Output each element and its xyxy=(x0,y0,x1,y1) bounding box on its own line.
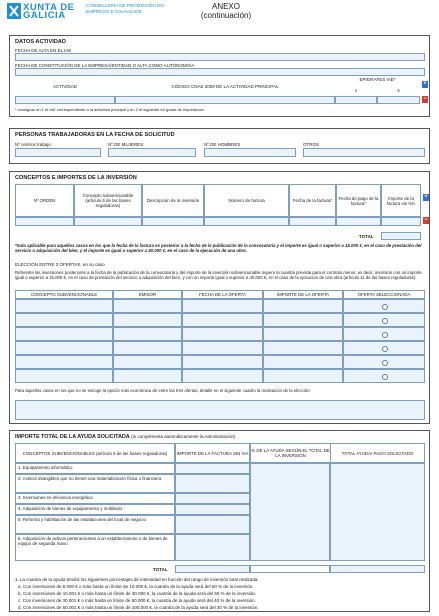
col-2: 2 xyxy=(397,88,400,93)
factura-field[interactable] xyxy=(204,217,289,226)
offer-cell[interactable] xyxy=(113,341,182,355)
offer-radio[interactable] xyxy=(382,332,388,338)
section-title: PERSONAS TRABAJADORAS EN LA FECHA DE SOLICITUD xyxy=(15,132,175,138)
offer-cell[interactable] xyxy=(263,369,343,383)
centros-label: Nº centros trabajo xyxy=(15,142,51,147)
offer-cell[interactable] xyxy=(182,313,263,327)
col-factura: Número de factura xyxy=(204,184,289,217)
importe-row-amount xyxy=(175,493,250,504)
offer-cell[interactable] xyxy=(263,355,343,369)
offer-select-cell xyxy=(343,369,425,383)
of-col-fecha: FECHA DE LA OFERTA xyxy=(182,290,263,299)
hombres-label: Nº DE HOMBRES xyxy=(204,142,241,147)
epigrafe-1-field[interactable] xyxy=(335,96,377,104)
section-title xyxy=(15,434,236,440)
offer-cell[interactable] xyxy=(263,313,343,327)
eleccion-text: Referente las inversiones posteriores a la fecha de la publicación de la convocatoria y del importe de la inversión subvencionable supere la cuantía prevista para el contrato menor, es decir, inversión con un importe igual o superior a 15.000 €, en el caso de prestación del servicio o adquisición del bien, y con un importe igual o superior a 40.000 €, en el caso de la ejecución de una obra (artículo 11 de las bases reguladoras): xyxy=(15,270,422,281)
importe-total-label: TOTAL xyxy=(153,567,168,572)
importe-row-amount xyxy=(175,504,250,515)
offer-radio[interactable] xyxy=(382,346,388,352)
actividad-field[interactable] xyxy=(15,96,115,104)
offer-cell[interactable] xyxy=(15,313,113,327)
add-row-button[interactable] xyxy=(422,81,428,88)
offer-cell[interactable] xyxy=(113,327,182,341)
offer-cell[interactable] xyxy=(113,355,182,369)
xunta-logo-icon xyxy=(7,3,21,19)
offer-cell[interactable] xyxy=(182,299,263,313)
importe-row-amount xyxy=(175,515,250,534)
epigrafe-2-field[interactable] xyxy=(377,96,420,104)
descripcion-field[interactable] xyxy=(142,217,204,226)
col-epigrafes: EPÍGRAFES IAE* xyxy=(359,77,396,82)
logo-subtitle: CONSELLERÍA DE PROMOCIÓN DO EMPREGO E IGUALDADE xyxy=(86,3,164,14)
offer-cell[interactable] xyxy=(15,327,113,341)
minus-icon: − xyxy=(423,96,427,102)
footnote-1: 1. La cuantía de la ayuda tendrá los siguientes porcentajes de intensidad en función del rango de inversión total realizada. xyxy=(15,577,259,582)
fecha-pago-field[interactable] xyxy=(336,217,381,226)
page-header xyxy=(0,0,439,26)
conceptos-section xyxy=(9,171,430,424)
imp-col-conceptos: CONCEPTOS SUBVENCIONABLES (artículo 6 de las bases reguladoras) xyxy=(15,443,175,463)
importe-row-label: 3. Inversiones en eficiencia energética xyxy=(15,493,175,504)
imp-col-total: TOTAL AYUDA/ PAGO SOLICITADO xyxy=(330,443,425,463)
remove-row-button[interactable] xyxy=(422,96,428,103)
col-fecha-pago: Fecha de pago de la factura* xyxy=(336,184,381,217)
ayuda-total-field xyxy=(330,565,425,573)
offer-cell[interactable] xyxy=(15,341,113,355)
offer-cell[interactable] xyxy=(15,355,113,369)
offer-cell[interactable] xyxy=(15,299,113,313)
total-field xyxy=(381,232,421,240)
importe-row-amount xyxy=(175,463,250,474)
col-orden: Nº ORDEN xyxy=(15,184,74,217)
importe-total-field xyxy=(175,565,250,573)
offer-select-cell xyxy=(343,355,425,369)
footnote-a: a. Con inversiones de 5.000 € o más hasta un límite de 10.000 €, la cuantía de la ayuda será del 60 % de la inversión. xyxy=(18,584,254,589)
annex-label: ANEXO xyxy=(211,2,240,11)
footnote-c: c. Con inversiones de 30.001 € o más hasta un límite de 50.000 €, la cuantía de la ayuda será del 40 % de la inversión. xyxy=(18,598,256,603)
cnae-field[interactable] xyxy=(115,96,335,104)
offer-cell[interactable] xyxy=(182,341,263,355)
footnote-b: b. Con inversiones de 10.001 € o más hasta un límite de 30.000 €, la cuantía de la ayuda será del 50 % de la inversión. xyxy=(18,591,257,596)
importe-row-amount xyxy=(175,534,250,561)
eleccion-title: ELECCIÓN ENTRE 3 OFERTAS, en su caso xyxy=(15,262,105,267)
imp-col-porcentaje: % DE LA AYUDA SEGÚN EL TOTAL DE LA INVERSIÓN xyxy=(250,443,330,463)
annex-title xyxy=(196,2,256,20)
plus-icon: + xyxy=(424,194,428,200)
importe-field[interactable] xyxy=(381,217,421,226)
offer-cell[interactable] xyxy=(15,369,113,383)
total-label: TOTAL xyxy=(359,234,374,239)
otros-label: OTROS xyxy=(303,142,320,147)
col-cnae: CÓDIGO CNAE 2009 DE LA ACTIVIDAD PRINCIPAL xyxy=(171,84,279,89)
offer-select-cell xyxy=(343,327,425,341)
importe-title-note: (lo cumplimenta automáticamente la Administración) xyxy=(131,434,236,439)
motivacion-text: Para aquellos casos en los que no se escoge la opción más económica de entre las tres ofertas, detalle en el siguiente cuadro la motivación de la elección: xyxy=(15,388,311,393)
importe-row-label: 6. Adquisición de activos pertenecientes a un establecimiento o de bienes de equipo de segunda mano xyxy=(15,534,175,561)
offer-cell[interactable] xyxy=(182,327,263,341)
porcentaje-cell xyxy=(250,463,330,561)
centros-field[interactable] xyxy=(15,148,101,157)
offer-cell[interactable] xyxy=(182,369,263,383)
of-col-emisor: EMISOR xyxy=(113,290,182,299)
offer-radio[interactable] xyxy=(382,304,388,310)
importe-title: IMPORTE TOTAL DE LA AYUDA SOLICITADA xyxy=(15,434,130,440)
importe-row-label: 5. Reforma y habilitación de las instalaciones del local de negocio xyxy=(15,515,175,534)
offer-select-cell xyxy=(343,313,425,327)
section-title: CONCEPTOS E IMPORTES DE LA INVERSIÓN xyxy=(15,175,137,181)
offer-cell[interactable] xyxy=(263,341,343,355)
importe-row-label: 4. Adquisición de bienes de equipamiento y mobiliario xyxy=(15,504,175,515)
remove-row-button[interactable] xyxy=(423,217,429,224)
offer-cell[interactable] xyxy=(113,313,182,327)
of-col-importe: IMPORTE DE LA OFERTA xyxy=(263,290,343,299)
section-title: DATOS ACTIVIDAD xyxy=(15,39,66,45)
hombres-field[interactable] xyxy=(204,148,296,157)
col-actividad: ACTIVIDAD xyxy=(52,84,77,89)
importe-section xyxy=(9,430,430,612)
col-fecha-factura: Fecha de la factura* xyxy=(289,184,336,217)
mujeres-field[interactable] xyxy=(108,148,196,157)
col-importe: Importe de la factura sin IVA xyxy=(381,184,421,217)
porcentaje-total-blank xyxy=(250,565,330,573)
offer-select-cell xyxy=(343,299,425,313)
alta-iae-field[interactable] xyxy=(15,53,425,61)
constitucion-label: FECHA DE CONSTITUCIÓN DE LA EMPRESA/ENTIDAD O ALTA COMO AUTÓNOMO/A xyxy=(15,63,195,68)
conceptos-note: *Solo aplicable para aquellos casos en los que la fecha de la factura es posterior a la fecha de la publicación de la convocatoria y el importe es igual o superior a 15.000 €, en el caso de prestación del servicio o adquisición del bien, y el importe es igual o superior a 40.000 €, en el caso de la ejecución de una obra. xyxy=(15,243,422,254)
plus-icon: + xyxy=(423,81,427,87)
otros-field[interactable] xyxy=(303,148,425,157)
of-col-seleccionada: OFERTA SELECCIONADA xyxy=(343,290,425,299)
offers-table xyxy=(15,299,425,383)
importe-row-label: 1. Equipamiento informático xyxy=(15,463,175,474)
datos-note: * consignar en 1 el IAE correspondiente a la actividad principal y en 2 el siguiente en grado de importancia xyxy=(15,107,204,112)
offer-cell[interactable] xyxy=(263,299,343,313)
footnote-d: d. Con inversiones de 50.001 € o más hasta un límite de 100.000 €, la cuantía de la ayuda será del 30 % de la inversión. xyxy=(18,605,259,610)
offer-select-cell xyxy=(343,341,425,355)
annex-sublabel: (continuación) xyxy=(200,11,252,20)
offer-cell[interactable] xyxy=(113,299,182,313)
mujeres-label: Nº DE MUJERES xyxy=(108,142,144,147)
imp-col-importe: IMPORTE DE LA FACTURA SIN IVA xyxy=(175,443,250,463)
of-col-concepto: CONCEPTO SUBVENCIONABLE xyxy=(15,290,113,299)
offer-radio[interactable] xyxy=(382,374,388,380)
offer-cell[interactable] xyxy=(182,355,263,369)
fecha-factura-field[interactable] xyxy=(289,217,336,226)
offer-radio[interactable] xyxy=(382,318,388,324)
importe-row-label: 2. Activos intangibles que no tienen una materialización física o financiera xyxy=(15,474,175,493)
logo-name: XUNTA DE GALICIA xyxy=(23,2,75,21)
personas-section xyxy=(9,128,430,164)
constitucion-field[interactable] xyxy=(15,68,425,76)
concepto-field[interactable] xyxy=(74,217,142,226)
datos-actividad-section xyxy=(9,35,430,117)
ayuda-total-cell xyxy=(330,463,425,561)
col-1: 1 xyxy=(354,88,358,93)
offer-radio[interactable] xyxy=(382,360,388,366)
importe-row-amount xyxy=(175,474,250,493)
orden-field[interactable] xyxy=(15,217,74,226)
alta-iae-label: FECHA DE ALTA EN EL IAE xyxy=(15,48,72,53)
offer-cell[interactable] xyxy=(263,327,343,341)
col-concepto: Concepto subvencionable (artículo 6 de las bases reguladoras) xyxy=(74,184,142,217)
minus-icon: − xyxy=(424,217,428,223)
offer-cell[interactable] xyxy=(113,369,182,383)
motivacion-field[interactable] xyxy=(15,400,425,420)
add-row-button[interactable] xyxy=(423,194,429,201)
col-descripcion: Descripción de la inversión xyxy=(142,184,204,217)
importe-rows xyxy=(15,463,425,565)
